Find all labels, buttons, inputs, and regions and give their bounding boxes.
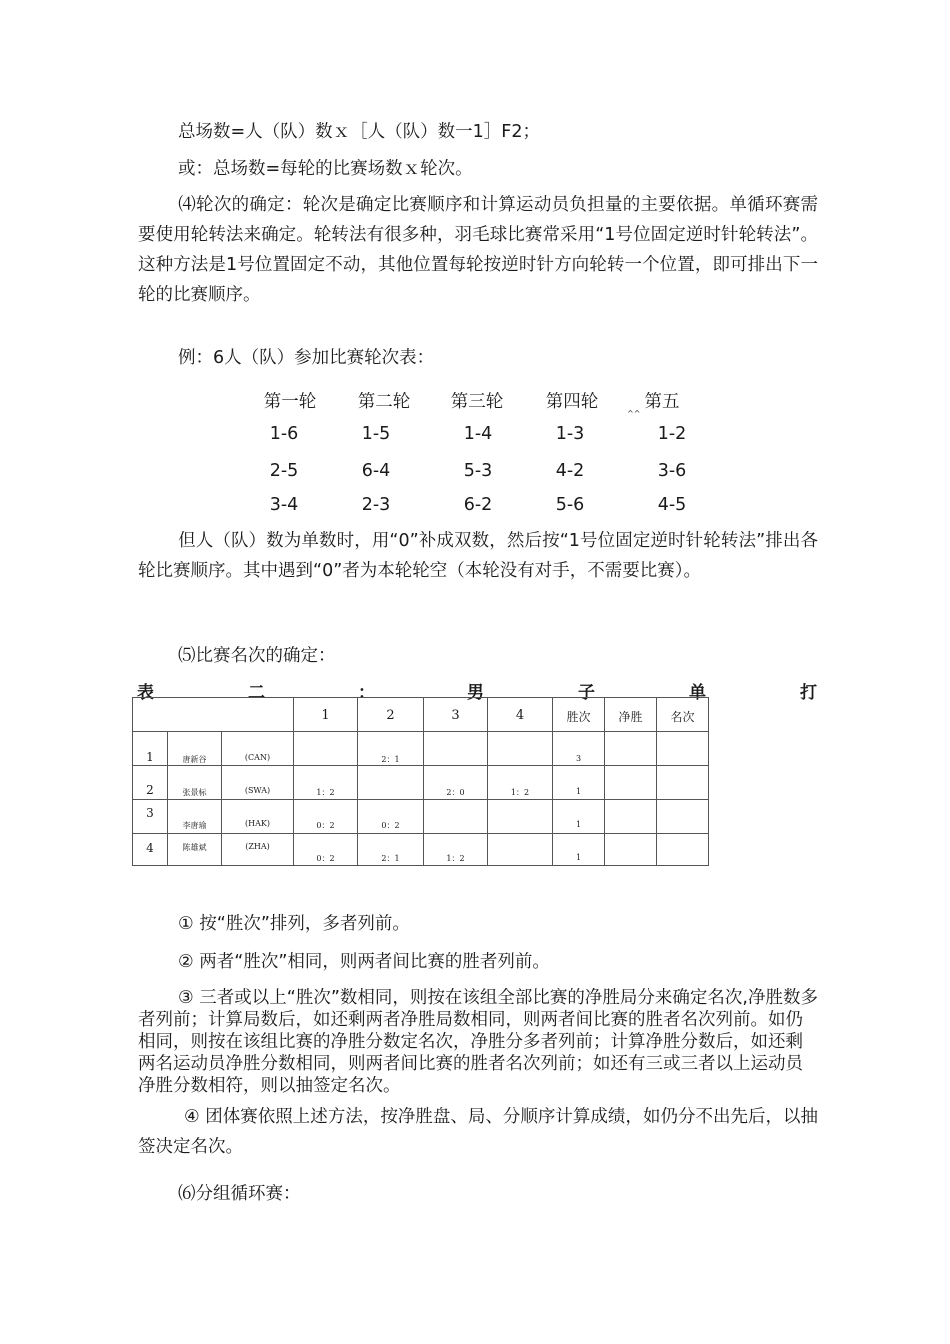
net-cell bbox=[605, 834, 657, 866]
rank-cell bbox=[657, 732, 709, 766]
rotation-header: 第一轮 bbox=[263, 392, 317, 412]
table-title-char: 打 bbox=[800, 683, 817, 703]
table-title-char: ： bbox=[358, 683, 375, 703]
group-round-robin-heading: ⑹分组循环赛： bbox=[178, 1184, 301, 1204]
player-name: 唐新谷 bbox=[182, 755, 207, 764]
standings-table bbox=[132, 697, 709, 866]
rotation-header: 第五 bbox=[644, 392, 680, 412]
table-header-cell: 2 bbox=[358, 698, 424, 732]
rotation-header: 第四轮 bbox=[545, 392, 599, 412]
table-title-char: 表 bbox=[137, 683, 154, 703]
player-name: 张景标 bbox=[182, 788, 207, 797]
player-number: 2 bbox=[146, 783, 154, 797]
formula-alternative: 或：总场数=每轮的比赛场数ｘ轮次。 bbox=[178, 159, 473, 179]
paragraph-odd-number: 但人（队）数为单数时，用“0”补成双数，然后按“1号位固定逆时针轮转法”排出各轮比赛顺序。其中遇到“0”者为本轮轮空（本轮没有对手，不需要比赛）。 bbox=[138, 531, 818, 581]
rule-4: ④ 团体赛依照上述方法，按净胜盘、局、分顺序计算成绩，如仍分不出先后，以抽签决定名次。 bbox=[138, 1107, 818, 1157]
player-number: 1 bbox=[146, 750, 154, 764]
table-title-char: 男 bbox=[467, 683, 484, 703]
player-name: 李唐瑜 bbox=[182, 821, 207, 830]
result-cell: 1：2 bbox=[316, 788, 335, 797]
wins-cell: 1 bbox=[575, 787, 582, 796]
rotation-header: 第二轮 bbox=[357, 392, 411, 412]
player-code: (ZHA) bbox=[245, 842, 270, 851]
table-header-cell: 4 bbox=[488, 698, 553, 732]
result-cell: 1：2 bbox=[446, 854, 465, 863]
table-corner-cell bbox=[133, 698, 294, 732]
rank-cell bbox=[657, 834, 709, 866]
rotation-header: 第三轮 bbox=[450, 392, 504, 412]
wins-cell: 1 bbox=[575, 820, 582, 829]
rotation-cell: 1-6 bbox=[269, 424, 299, 444]
net-cell bbox=[605, 732, 657, 766]
player-name: 陈雄斌 bbox=[182, 843, 207, 852]
table-header-cell: 胜次 bbox=[553, 698, 605, 732]
ranking-heading: ⑸比赛名次的确定： bbox=[178, 646, 336, 666]
paragraph-round-determination: ⑷轮次的确定：轮次是确定比赛顺序和计算运动员负担量的主要依据。单循环赛需要使用轮转法来确定。轮转法有很多种，羽毛球比赛常采用“1号位固定逆时针轮转法”。这种方法是1号位置固定不动，其他位置每轮按逆时针方向轮转一个位置，即可排出下一轮的比赛顺序。 bbox=[138, 195, 818, 305]
rule-1: ① 按“胜次”排列，多者列前。 bbox=[178, 914, 410, 934]
result-cell: 0：2 bbox=[381, 821, 400, 830]
result-cell: 2：1 bbox=[381, 854, 400, 863]
table-header-row bbox=[133, 698, 709, 732]
rotation-cell: 1-3 bbox=[555, 424, 585, 444]
player-number: 3 bbox=[146, 806, 154, 820]
rotation-cell: 2-5 bbox=[269, 461, 299, 481]
player-number: 4 bbox=[146, 841, 154, 855]
example-caption: 例：6人（队）参加比赛轮次表： bbox=[178, 348, 435, 368]
rotation-cell: 4-5 bbox=[657, 495, 687, 515]
rotation-cell: 3-4 bbox=[269, 495, 299, 515]
table-row bbox=[133, 766, 709, 800]
net-cell bbox=[605, 766, 657, 800]
table-row bbox=[133, 732, 709, 766]
result-cell: 0：2 bbox=[316, 854, 335, 863]
wins-cell: 1 bbox=[575, 853, 582, 862]
rank-cell bbox=[657, 766, 709, 800]
rotation-cell: 1-5 bbox=[361, 424, 391, 444]
wins-cell: 3 bbox=[575, 754, 582, 763]
rotation-cell: 6-2 bbox=[463, 495, 493, 515]
table-row bbox=[133, 834, 709, 866]
table-header-cell: 1 bbox=[294, 698, 358, 732]
rule-2: ② 两者“胜次”相同，则两者间比赛的胜者列前。 bbox=[178, 952, 550, 972]
table-title-char: 单 bbox=[689, 683, 706, 703]
rotation-cell: 2-3 bbox=[361, 495, 391, 515]
rotation-cell: 4-2 bbox=[555, 461, 585, 481]
result-cell: 2：1 bbox=[381, 755, 400, 764]
rotation-cell: 1-4 bbox=[463, 424, 493, 444]
scan-artifact: ^^ bbox=[627, 409, 641, 418]
rotation-cell: 6-4 bbox=[361, 461, 391, 481]
rule-3: ③ 三者或以上“胜次”数相同，则按在该组全部比赛的净胜局分来确定名次,净胜数多者列前；计算局数后，如还剩两者净胜局数相同，则两者间比赛的胜者名次列前。如仍相同，则按在该组比赛的净胜分数定名次，净胜分多者列前；计算净胜分数后，如还剩两名运动员净胜分数相同，则两者间比赛的胜者名次列前；如还有三或三者以上运动员净胜分数相符，则以抽签定名次。 bbox=[138, 988, 818, 1096]
rotation-cell: 5-6 bbox=[555, 495, 585, 515]
table-header-cell: 3 bbox=[424, 698, 488, 732]
table-header-cell: 净胜 bbox=[605, 698, 657, 732]
result-cell: 2：0 bbox=[446, 788, 465, 797]
table-title-char: 子 bbox=[578, 683, 595, 703]
table-header-cell: 名次 bbox=[657, 698, 709, 732]
result-cell: 1：2 bbox=[510, 788, 530, 797]
net-cell bbox=[605, 800, 657, 834]
result-cell: 0：2 bbox=[316, 821, 335, 830]
table-title-char: 二 bbox=[248, 683, 265, 703]
rotation-cell: 3-6 bbox=[657, 461, 687, 481]
table-row bbox=[133, 800, 709, 834]
rotation-cell: 5-3 bbox=[463, 461, 493, 481]
rotation-cell: 1-2 bbox=[657, 424, 687, 444]
player-code: (HAK) bbox=[245, 819, 270, 828]
player-code: (CAN) bbox=[244, 753, 271, 762]
formula-total-matches: 总场数=人（队）数ｘ［人（队）数一1］F2； bbox=[178, 122, 540, 142]
rank-cell bbox=[657, 800, 709, 834]
player-code: (SWA) bbox=[244, 786, 271, 795]
